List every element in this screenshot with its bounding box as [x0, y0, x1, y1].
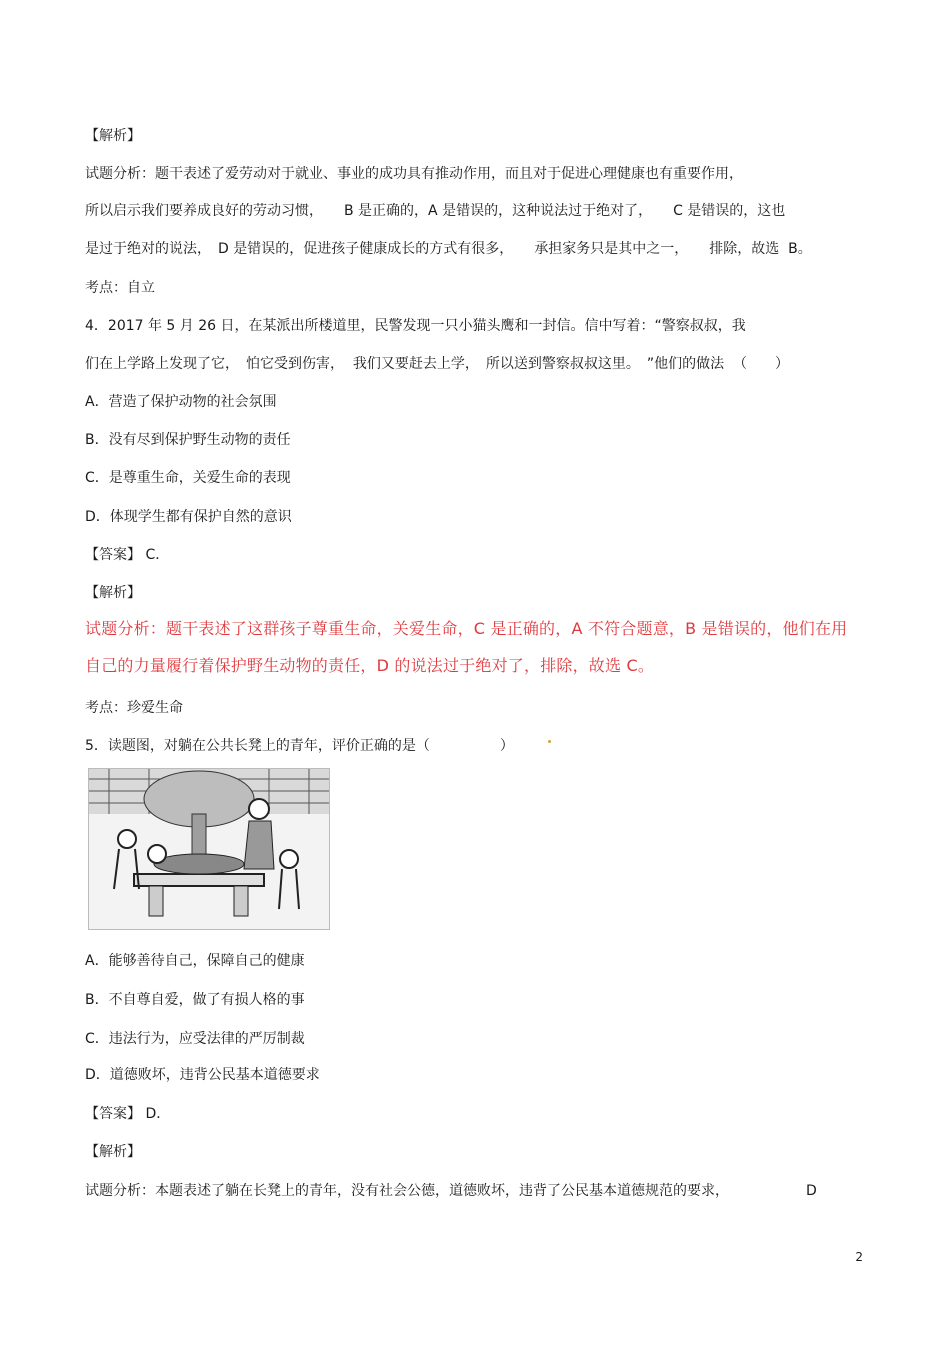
- line-7: A．营造了保护动物的社会氛围: [85, 394, 277, 410]
- line-8: B．没有尽到保护野生动物的责任: [85, 432, 291, 448]
- line-6: 们在上学路上发现了它， 怕它受到伤害， 我们又要赶去上学， 所以送到警察叔叔这里。 ”他们的做法 （ ）: [85, 356, 790, 372]
- line-5: 4．2017 年 5 月 26 日，在某派出所楼道里，民警发现一只小猫头鹰和一封信。信中写着：“警察叔叔，我: [85, 318, 746, 334]
- line-19: C．违法行为，应受法律的严厉制裁: [85, 1031, 305, 1047]
- line-4: 考点：自立: [85, 280, 155, 296]
- line-0: 【解析】: [85, 128, 141, 144]
- line-15: 考点：珍爱生命: [85, 700, 183, 716]
- page-number: 2: [855, 1250, 863, 1264]
- line-14: 自己的力量履行着保护野生动物的责任，D 的说法过于绝对了，排除，故选 C。: [85, 656, 655, 675]
- line-3: 是过于绝对的说法， D 是错误的，促进孩子健康成长的方式有很多， 承担家务只是其中之一， 排除，故选 B。: [85, 241, 812, 257]
- line-16: 5．读题图，对躺在公共长凳上的青年，评价正确的是（ ）: [85, 738, 514, 754]
- line-21: 【答案】 D．: [85, 1106, 171, 1122]
- cartoon-illustration: [88, 768, 330, 930]
- line-23: 试题分析：本题表述了躺在长凳上的青年，没有社会公德，道德败坏，违背了公民基本道德规范的要求， D: [85, 1183, 817, 1199]
- line-1: 试题分析：题干表述了爱劳动对于就业、事业的成功具有推动作用，而且对于促进心理健康也有重要作用，: [85, 166, 743, 182]
- cartoon-illustration-icon: [89, 769, 329, 929]
- line-9: C．是尊重生命，关爱生命的表现: [85, 470, 291, 486]
- line-11: 【答案】 C．: [85, 547, 170, 563]
- line-18: B．不自尊自爱，做了有损人格的事: [85, 992, 305, 1008]
- line-13: 试题分析：题干表述了这群孩子尊重生命，关爱生命，C 是正确的，A 不符合题意，B 是错误的，他们在用: [85, 619, 848, 638]
- line-22: 【解析】: [85, 1144, 141, 1160]
- line-20: D．道德败坏，违背公民基本道德要求: [85, 1067, 320, 1083]
- line-12: 【解析】: [85, 585, 141, 601]
- line-2: 所以启示我们要养成良好的劳动习惯， B 是正确的，A 是错误的，这种说法过于绝对了， C 是错误的，这也: [85, 203, 786, 219]
- line-17: A．能够善待自己，保障自己的健康: [85, 953, 305, 969]
- stray-mark: [548, 740, 551, 743]
- line-10: D．体现学生都有保护自然的意识: [85, 509, 292, 525]
